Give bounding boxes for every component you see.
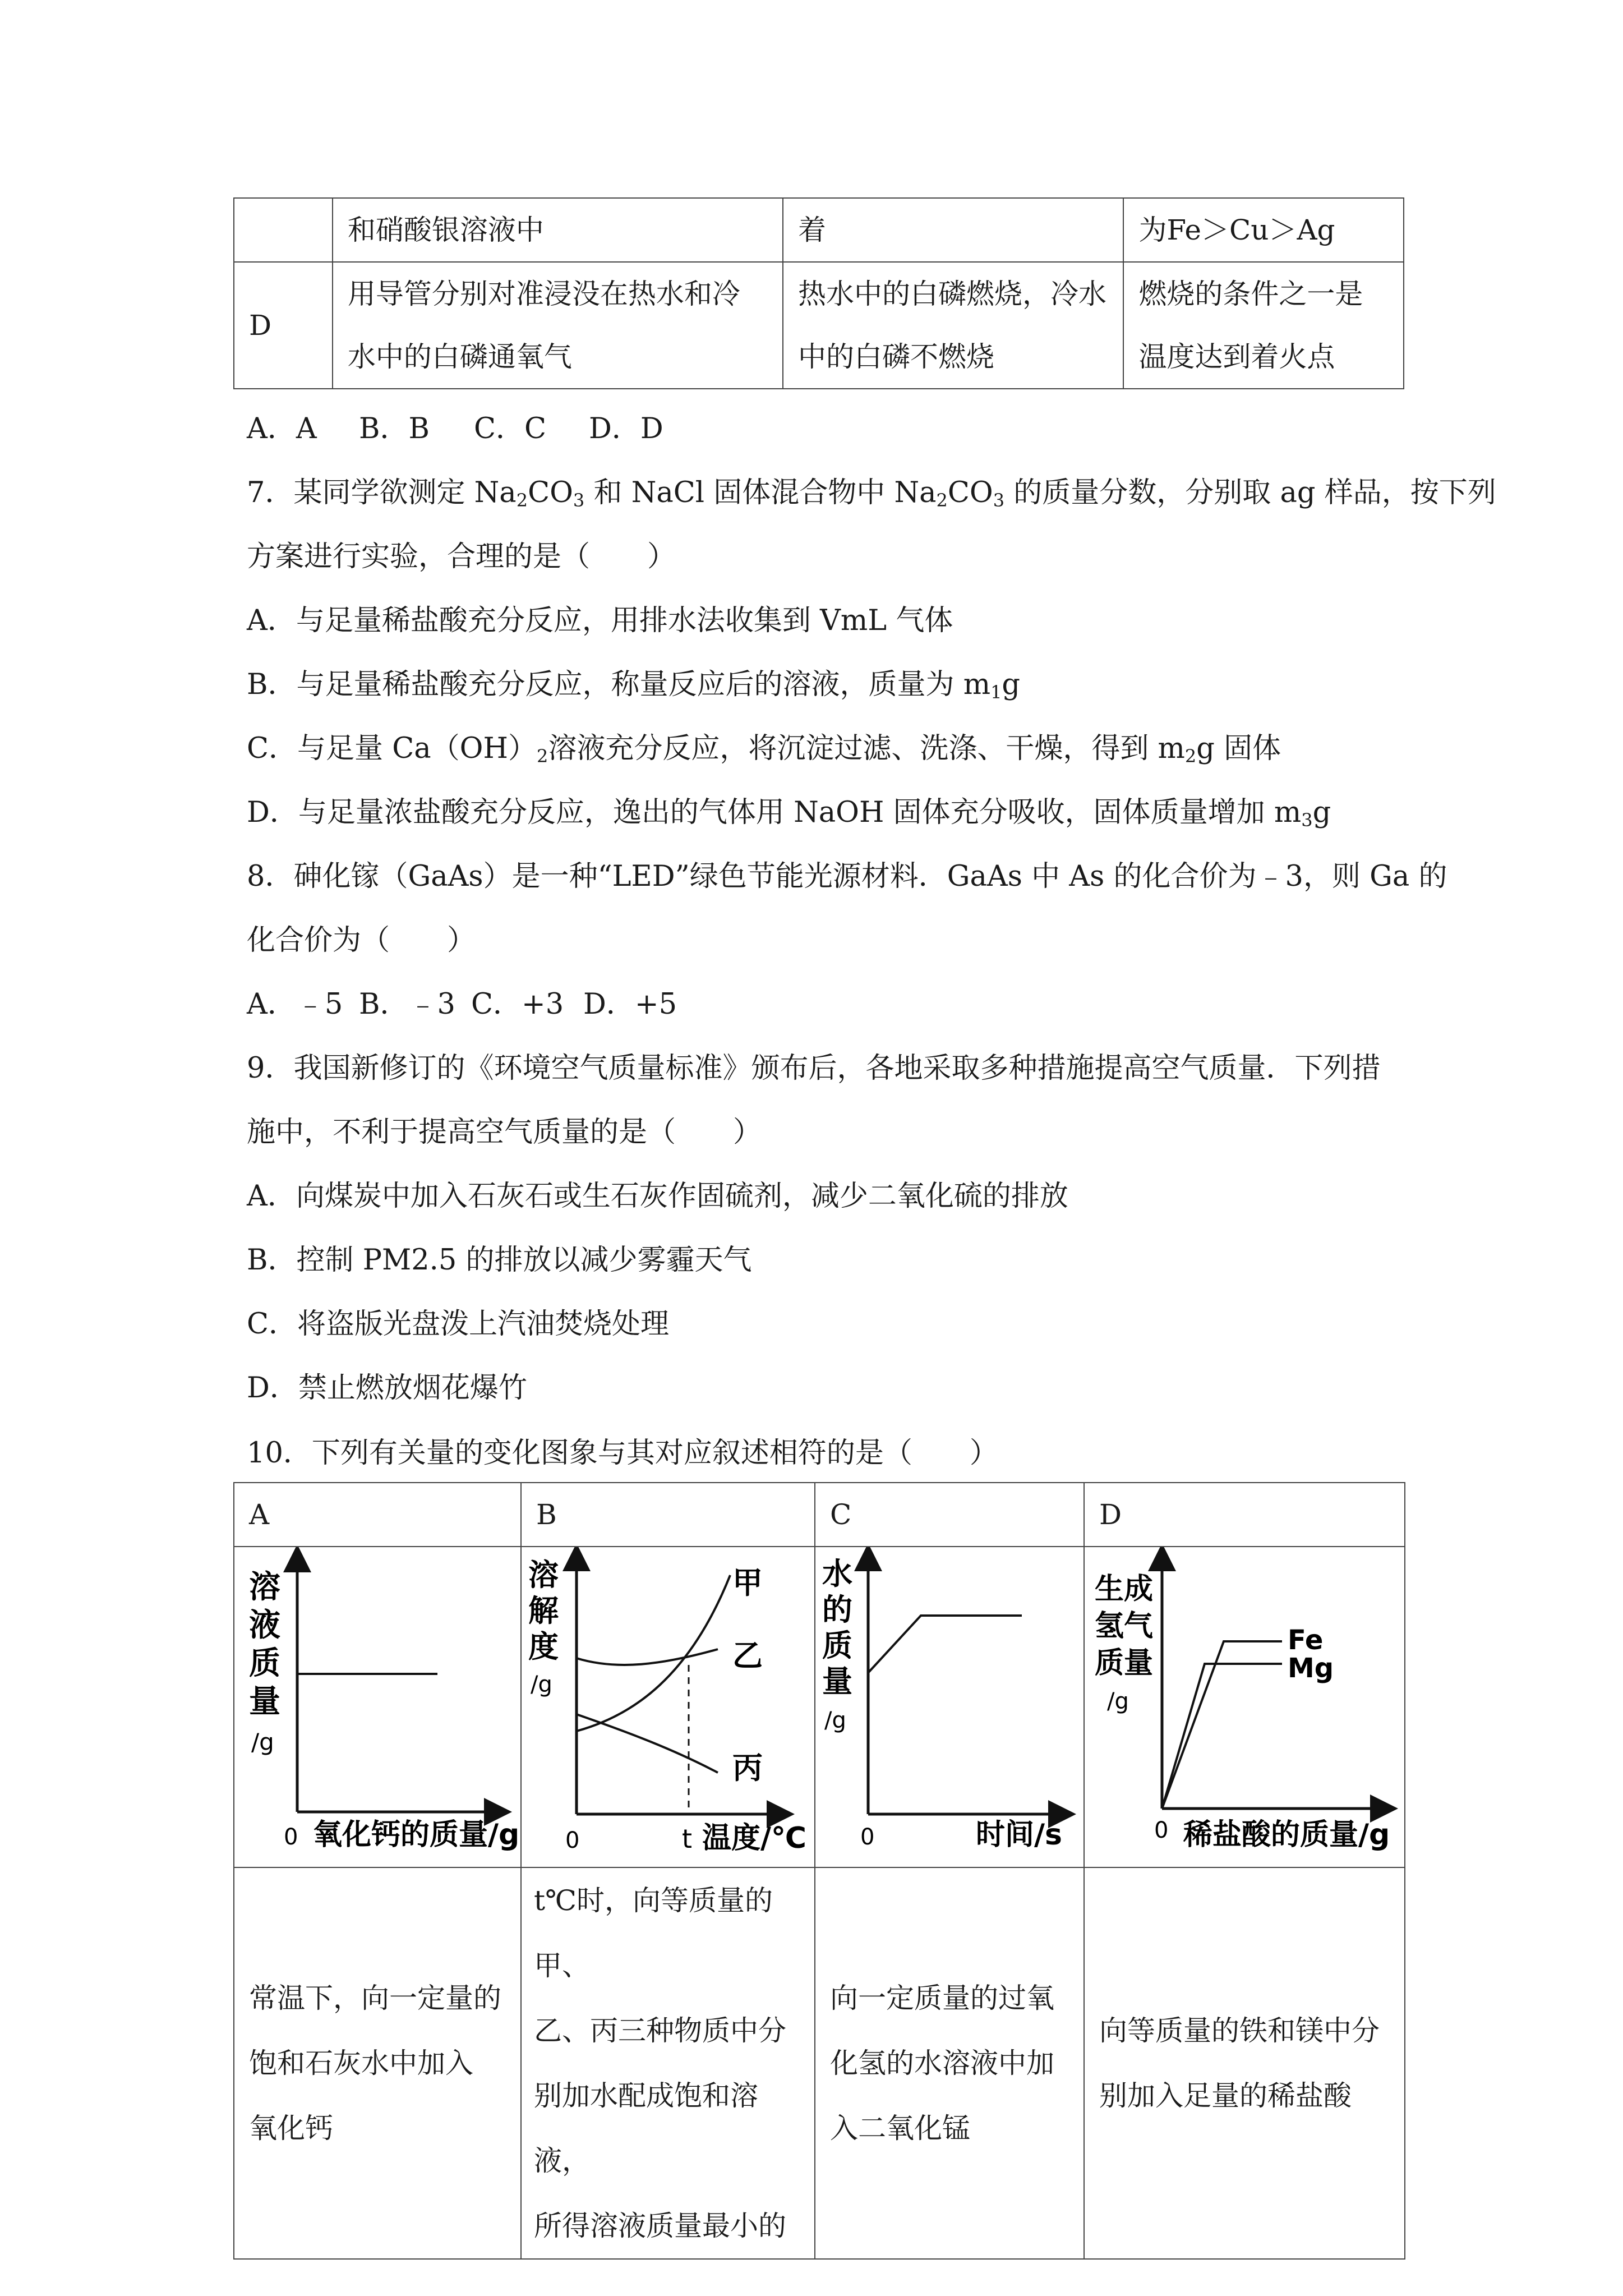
q9-option-c: C．将盗版光盘泼上汽油焚烧处理 — [247, 1308, 670, 1341]
y-label-line: 氢气 — [1095, 1609, 1154, 1643]
desc-line: 氧化钙 — [249, 2112, 333, 2145]
legend-yi: 乙 — [732, 1638, 763, 1673]
table-row — [234, 198, 1404, 262]
phenomenon-cell: 着 — [783, 198, 1123, 262]
graph-b-cell — [521, 1547, 815, 1867]
q7-stem-line2: 方案进行实验，合理的是（ ） — [247, 540, 676, 573]
y-label-char: 质 — [249, 1645, 280, 1682]
option-a: A．A — [247, 412, 317, 445]
operation-cell — [333, 262, 783, 389]
q7-option-c: C．与足量 $Ca(OH)_2$溶液充分反应，将沉淀过滤、洗涤、干燥，得到 $m_2g$ 固体 — [247, 732, 1281, 767]
cell-line: 温度达到着火点 — [1138, 341, 1335, 373]
series-yi-curve — [577, 1649, 718, 1665]
q9-option-a: A．向煤炭中加入石灰石或生石灰作固硫剂，减少二氧化硫的排放 — [247, 1180, 1068, 1213]
option-d: D．D — [589, 412, 663, 445]
conclusion-cell — [1123, 262, 1404, 389]
q6-options — [247, 405, 663, 447]
y-label-char: 量 — [822, 1664, 852, 1699]
q8-stem-line1: 8．砷化镓（GaAs）是一种“LED”绿色节能光源材料．GaAs 中 As 的化合价为﹣3，则 Ga 的 — [247, 860, 1447, 893]
q9-option-d: D．禁止燃放烟花爆竹 — [247, 1372, 527, 1405]
header-c: C — [815, 1483, 1084, 1547]
q7-option-a: A．与足量稀盐酸充分反应，用排水法收集到 VmL 气体 — [247, 604, 953, 637]
q7-option-d: D．与足量浓盐酸充分反应，逸出的气体用 NaOH 固体充分吸收，固体质量增加 $m_3g$ — [247, 796, 1331, 831]
option-c: C．+3 — [471, 988, 564, 1021]
desc-line: 化氢的水溶液中加 — [830, 2047, 1054, 2079]
cell-line: 热水中的白磷燃烧，冷水 — [798, 278, 1107, 310]
y-label-char: 的 — [822, 1592, 852, 1627]
header-a: A — [234, 1483, 521, 1547]
y-unit: /g — [251, 1728, 274, 1756]
q8-options — [247, 981, 677, 1022]
desc-line: 饱和石灰水中加入 — [249, 2047, 473, 2079]
q10-table — [233, 1482, 1405, 2260]
option-d: D．+5 — [583, 988, 677, 1021]
conclusion-cell: 为Fe＞Cu＞Ag — [1123, 198, 1404, 262]
legend-fe: Fe — [1288, 1625, 1324, 1656]
q7-option-b: B．与足量稀盐酸充分反应，称量反应后的溶液，质量为 $m_1g$ — [247, 668, 1021, 703]
desc-c — [815, 1867, 1084, 2259]
origin-label: 0 — [1154, 1818, 1169, 1843]
y-label-char: 溶 — [528, 1557, 559, 1593]
series-mg-line — [1162, 1664, 1282, 1809]
phenomenon-cell — [783, 262, 1123, 389]
q8-stem-line2: 化合价为（ ） — [247, 924, 476, 957]
option-b: B．B — [359, 412, 430, 445]
legend-jia: 甲 — [732, 1565, 763, 1600]
desc-line: 所得溶液质量最小的 — [534, 2210, 786, 2242]
header-row — [234, 1483, 1405, 1547]
q10-stem: 10．下列有关量的变化图象与其对应叙述相符的是（ ） — [247, 1437, 998, 1470]
table-row — [234, 262, 1404, 389]
y-label-char: 水 — [822, 1556, 852, 1591]
y-label-char: 量 — [249, 1683, 280, 1720]
origin-label: 0 — [860, 1824, 875, 1850]
header-d: D — [1084, 1483, 1405, 1547]
y-unit: /g — [531, 1672, 552, 1697]
cell-line: 燃烧的条件之一是 — [1138, 278, 1363, 310]
q6-table — [233, 197, 1404, 389]
graph-a — [234, 1547, 519, 1865]
y-label-char: 液 — [249, 1607, 280, 1644]
graph-row — [234, 1547, 1405, 1867]
desc-a — [234, 1867, 521, 2259]
q9-stem-line1: 9．我国新修订的《环境空气质量标准》颁布后，各地采取多种措施提高空气质量．下列措 — [247, 1052, 1381, 1085]
t-label: t — [682, 1824, 693, 1854]
option-c: C．C — [474, 412, 547, 445]
legend-bing: 丙 — [732, 1750, 763, 1786]
desc-line: 乙、丙三种物质中分 — [534, 2014, 786, 2047]
x-axis-label: 温度/℃ — [702, 1821, 806, 1855]
desc-line: 入二氧化锰 — [830, 2112, 970, 2145]
q9-stem-line2: 施中，不利于提高空气质量的是（ ） — [247, 1116, 762, 1149]
desc-d — [1084, 1867, 1405, 2259]
legend-mg: Mg — [1288, 1653, 1334, 1684]
y-unit: /g — [824, 1708, 846, 1733]
y-unit: /g — [1107, 1688, 1129, 1714]
graph-c-cell — [815, 1547, 1084, 1867]
option-a: A．﹣5 — [247, 988, 343, 1021]
desc-b — [521, 1867, 815, 2259]
operation-cell: 和硝酸银溶液中 — [333, 198, 783, 262]
desc-line: t℃时，向等质量的甲、 — [534, 1884, 773, 1982]
row-label — [234, 198, 333, 262]
row-label: D — [234, 262, 333, 389]
y-label-char: 度 — [528, 1629, 559, 1664]
graph-c — [815, 1547, 1082, 1865]
desc-line: 向等质量的铁和镁中分 — [1099, 2014, 1380, 2047]
y-label-line: 质量 — [1095, 1646, 1154, 1680]
option-b: B．﹣3 — [359, 988, 455, 1021]
cell-line: 用导管分别对准浸没在热水和冷 — [347, 278, 740, 310]
desc-line: 别加入足量的稀盐酸 — [1099, 2079, 1352, 2112]
graph-a-cell — [234, 1547, 521, 1867]
graph-d — [1085, 1547, 1403, 1865]
series-fe-line — [1162, 1641, 1282, 1809]
q7-stem-line1: 7．某同学欲测定 $Na_2CO_3$ 和 NaCl 固体混合物中 $Na_2CO_3$ 的质量分数，分别取 ag 样品，按下列 — [247, 476, 1496, 511]
cell-line: 中的白磷不燃烧 — [798, 341, 995, 373]
x-axis-label: 时间/s — [976, 1818, 1062, 1852]
graph-d-cell — [1084, 1547, 1405, 1867]
description-row — [234, 1867, 1405, 2259]
desc-line: 向一定质量的过氧 — [830, 1982, 1054, 2014]
y-label-line: 生成 — [1095, 1572, 1154, 1606]
y-label-char: 质 — [822, 1628, 852, 1663]
header-b: B — [521, 1483, 815, 1547]
desc-line: 常温下，向一定量的 — [249, 1982, 501, 2014]
x-axis-label: 氧化钙的质量/g — [313, 1818, 519, 1852]
y-label-char: 解 — [528, 1593, 559, 1628]
q9-option-b: B．控制 PM2.5 的排放以减少雾霾天气 — [247, 1244, 752, 1277]
x-axis-label: 稀盐酸的质量/g — [1183, 1818, 1390, 1852]
series-line — [868, 1616, 1022, 1673]
origin-label: 0 — [284, 1824, 298, 1850]
graph-b — [522, 1547, 813, 1865]
desc-line: 别加水配成饱和溶液， — [534, 2079, 758, 2177]
y-label-char: 溶 — [249, 1569, 280, 1605]
origin-label: 0 — [565, 1828, 580, 1853]
cell-line: 水中的白磷通氧气 — [347, 341, 572, 373]
